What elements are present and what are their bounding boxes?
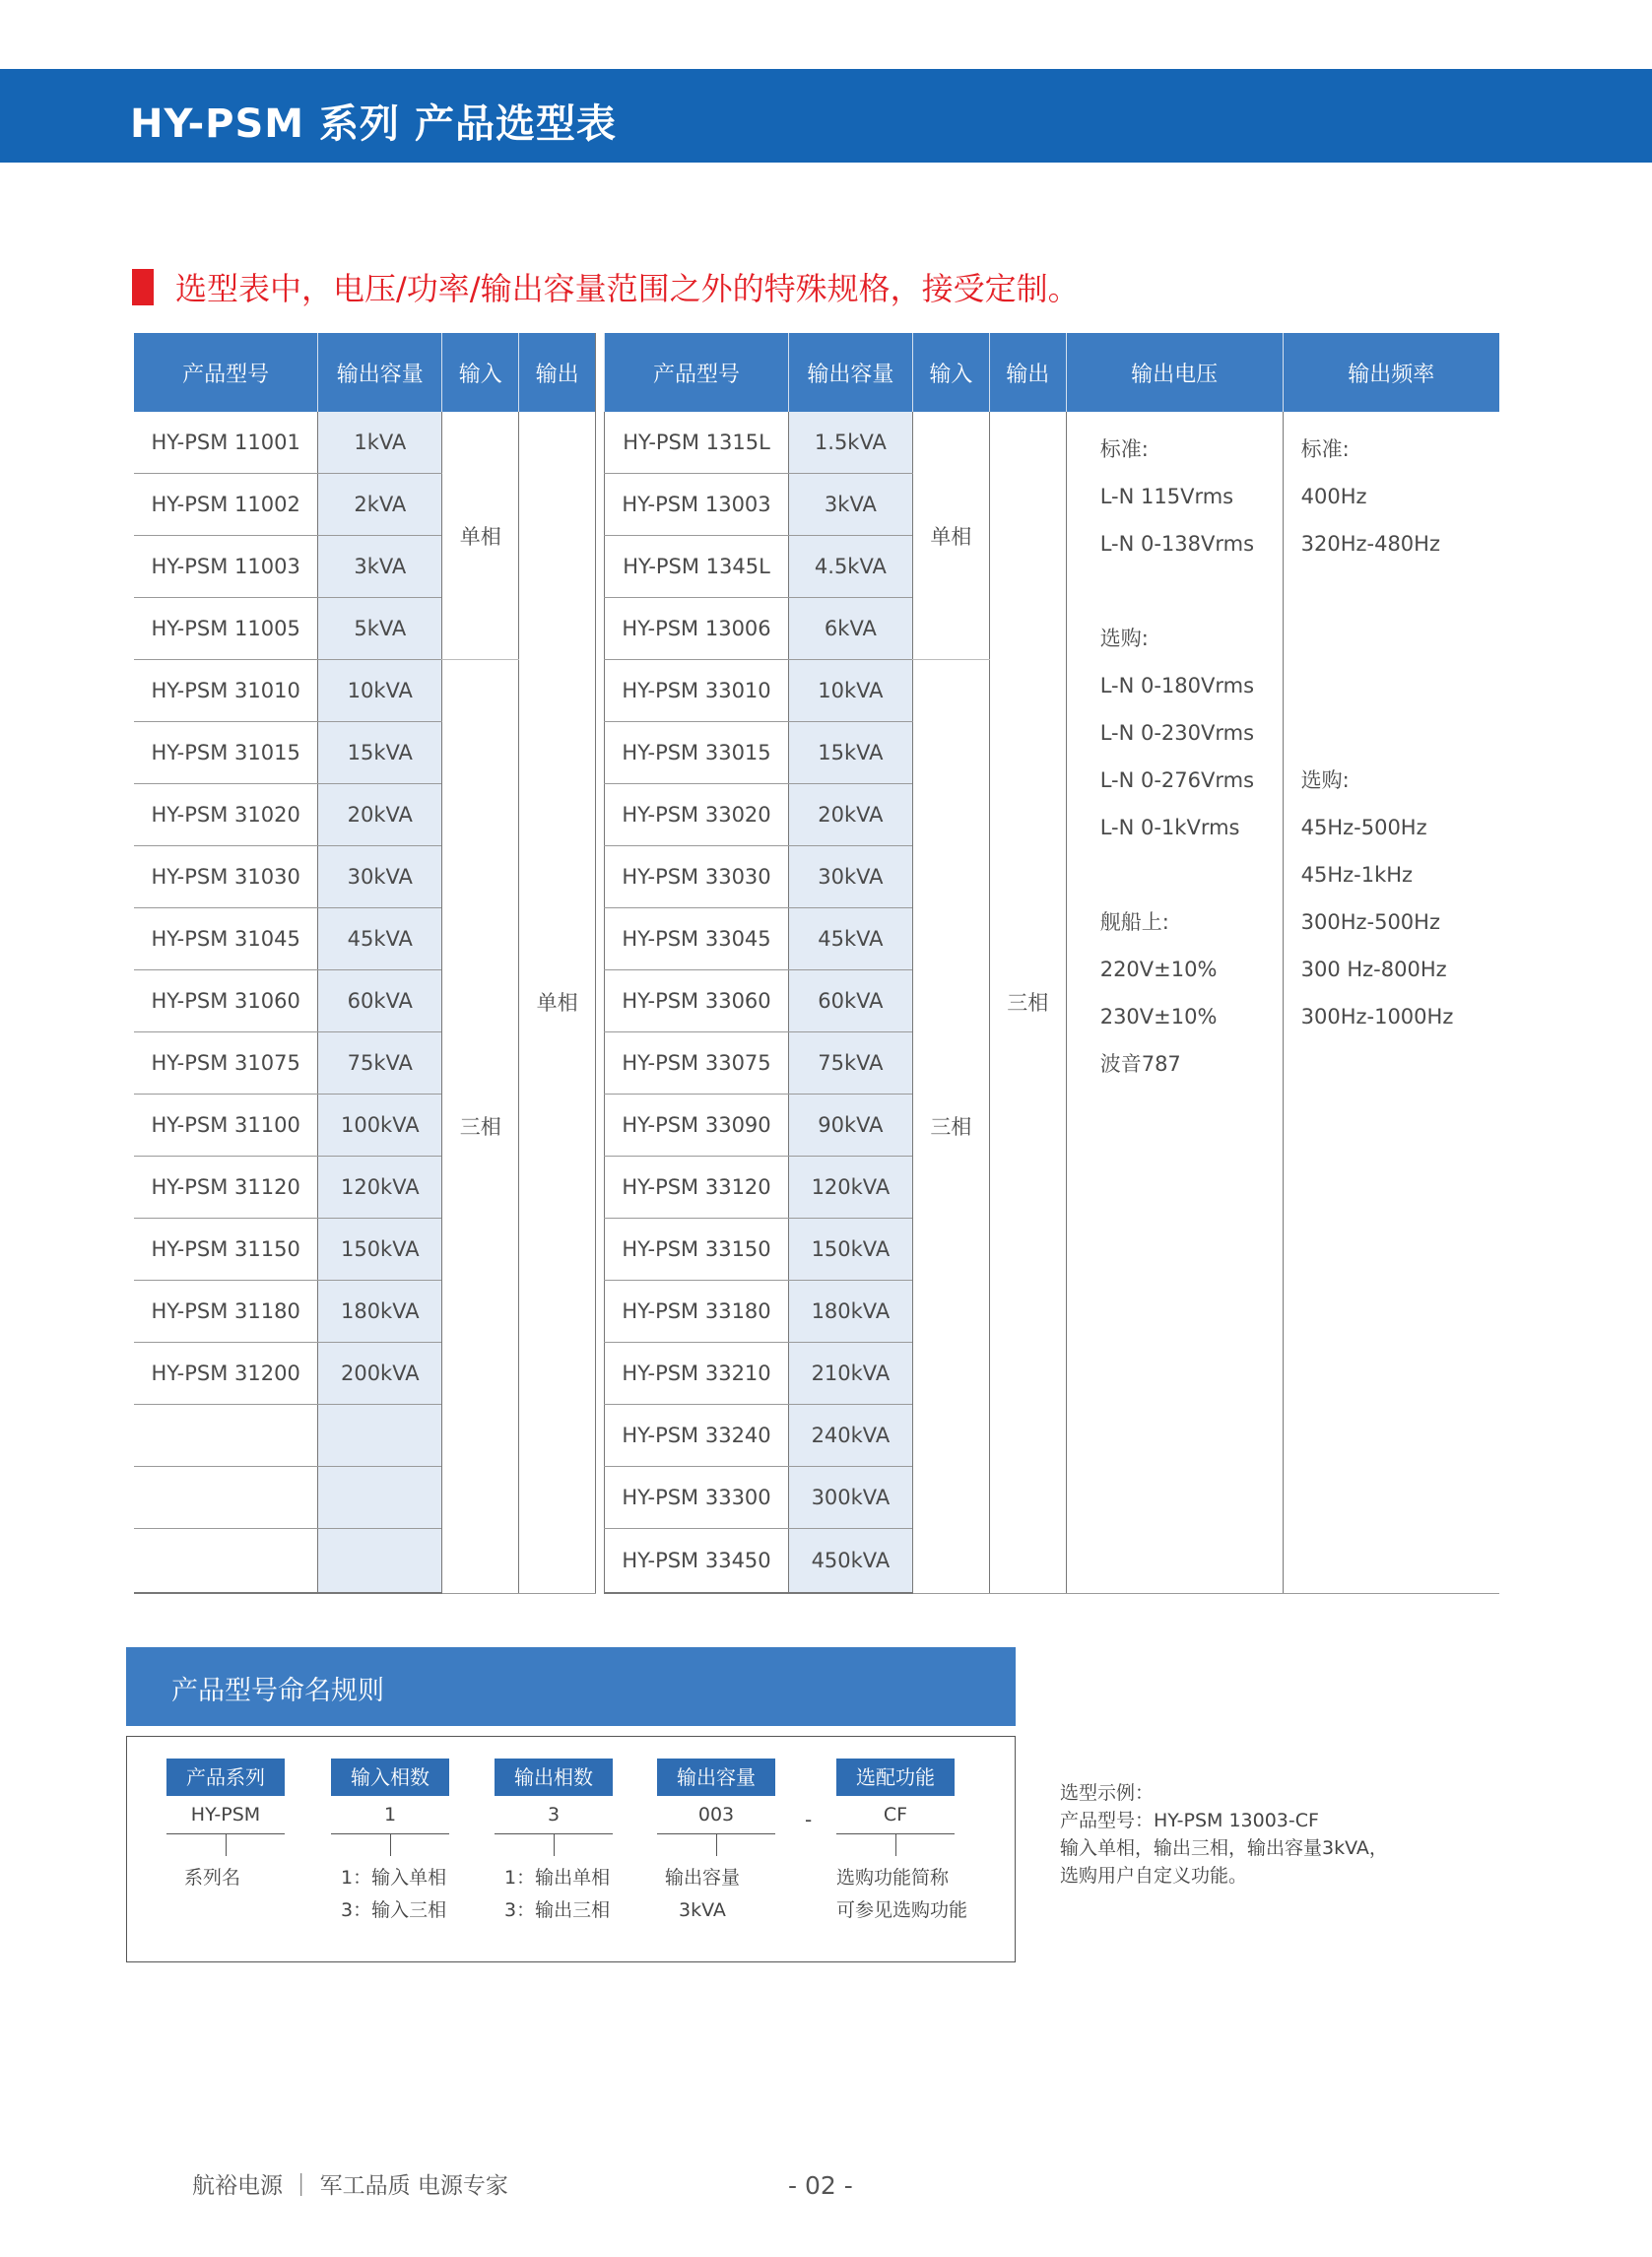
- title-banner: [0, 69, 1652, 163]
- model-cell: HY-PSM 33150: [605, 1219, 789, 1281]
- example-line: 产品型号：HY-PSM 13003-CF: [1060, 1810, 1319, 1831]
- model-cell: HY-PSM 33010: [605, 660, 789, 722]
- model-cell: HY-PSM 31030: [134, 846, 318, 908]
- capacity-cell: 240kVA: [788, 1405, 912, 1467]
- frequency-spec-line: 300Hz-1000Hz: [1300, 1005, 1454, 1029]
- model-cell: HY-PSM 1345L: [605, 536, 789, 598]
- header-model-right: 产品型号: [605, 333, 789, 412]
- connector-line: [390, 1834, 391, 1856]
- capacity-cell: 10kVA: [318, 660, 442, 722]
- connector-line: [895, 1834, 896, 1856]
- naming-col-capacity: [657, 1759, 775, 1927]
- capacity-cell: 3kVA: [788, 474, 912, 536]
- model-cell: HY-PSM 11002: [134, 474, 318, 536]
- naming-tag: 产品系列: [166, 1759, 285, 1796]
- naming-tag: 输出相数: [495, 1759, 613, 1796]
- naming-desc-line: 3kVA: [679, 1899, 726, 1921]
- model-cell: HY-PSM 13006: [605, 598, 789, 660]
- header-frequency: 输出频率: [1283, 333, 1499, 412]
- capacity-cell: 3kVA: [318, 536, 442, 598]
- header-capacity-right: 输出容量: [788, 333, 912, 412]
- capacity-cell: 210kVA: [788, 1343, 912, 1405]
- model-cell: HY-PSM 33090: [605, 1095, 789, 1157]
- capacity-cell: 30kVA: [318, 846, 442, 908]
- model-cell: HY-PSM 33060: [605, 970, 789, 1032]
- model-cell: HY-PSM 33450: [605, 1529, 789, 1594]
- model-cell: HY-PSM 11005: [134, 598, 318, 660]
- naming-desc: [495, 1862, 613, 1927]
- naming-desc: [331, 1862, 449, 1927]
- capacity-cell: 15kVA: [788, 722, 912, 784]
- header-gap: [596, 333, 605, 412]
- input-phase-cell: 三相: [442, 660, 519, 1594]
- model-cell: HY-PSM 31075: [134, 1032, 318, 1095]
- model-cell: HY-PSM 31120: [134, 1157, 318, 1219]
- naming-tag: 选配功能: [836, 1759, 955, 1796]
- naming-tag: 输出容量: [657, 1759, 775, 1796]
- voltage-spec-line: [1100, 851, 1283, 898]
- naming-desc-line: 1：输入单相: [341, 1867, 447, 1889]
- model-cell: HY-PSM 31045: [134, 908, 318, 970]
- example-line: 选型示例：: [1060, 1782, 1155, 1804]
- model-cell: HY-PSM 33300: [605, 1467, 789, 1529]
- naming-rule-title: 产品型号命名规则: [171, 1676, 384, 1706]
- voltage-spec-cell: [1066, 412, 1283, 1593]
- capacity-cell: 15kVA: [318, 722, 442, 784]
- example-line: 选购用户自定义功能。: [1060, 1865, 1248, 1887]
- capacity-cell: 20kVA: [788, 784, 912, 846]
- voltage-spec-line: 230V±10%: [1099, 1005, 1218, 1029]
- naming-dash: -: [805, 1808, 813, 1831]
- model-cell: HY-PSM 33240: [605, 1405, 789, 1467]
- naming-col-input: [331, 1759, 449, 1927]
- capacity-cell: 6kVA: [788, 598, 912, 660]
- header-capacity-left: 输出容量: [318, 333, 442, 412]
- capacity-cell: 300kVA: [788, 1467, 912, 1529]
- model-cell: HY-PSM 31060: [134, 970, 318, 1032]
- model-cell: HY-PSM 33020: [605, 784, 789, 846]
- header-output-right: 输出: [989, 333, 1066, 412]
- capacity-cell: 75kVA: [788, 1032, 912, 1095]
- model-cell: HY-PSM 11003: [134, 536, 318, 598]
- table-header-row: [134, 333, 1499, 412]
- naming-value: HY-PSM: [166, 1796, 285, 1834]
- capacity-cell: 1.5kVA: [788, 412, 912, 474]
- model-cell: HY-PSM 1315L: [605, 412, 789, 474]
- model-cell: HY-PSM 31010: [134, 660, 318, 722]
- naming-desc: [836, 1862, 968, 1927]
- model-cell: HY-PSM 31015: [134, 722, 318, 784]
- naming-tag: 输入相数: [331, 1759, 449, 1796]
- selection-table: [134, 333, 1499, 1594]
- capacity-cell: 20kVA: [318, 784, 442, 846]
- table-row: [134, 412, 1499, 474]
- capacity-cell: 120kVA: [788, 1157, 912, 1219]
- voltage-spec-line: L-N 0-138Vrms: [1099, 532, 1255, 556]
- naming-desc-line: 3：输出三相: [504, 1899, 611, 1921]
- input-phase-cell: 单相: [442, 412, 519, 660]
- naming-desc-line: 1：输出单相: [504, 1867, 611, 1889]
- model-cell: HY-PSM 33075: [605, 1032, 789, 1095]
- naming-desc-line: 可参见选购功能: [836, 1899, 968, 1921]
- voltage-spec-line: 标准:: [1099, 437, 1149, 461]
- page-number: - 02 -: [788, 2171, 853, 2200]
- connector-line: [554, 1834, 555, 1856]
- note-text: 选型表中，电压/功率/输出容量范围之外的特殊规格，接受定制。: [175, 270, 1080, 307]
- capacity-cell: 10kVA: [788, 660, 912, 722]
- capacity-cell: [318, 1405, 442, 1467]
- column-gap: [596, 412, 605, 1593]
- frequency-spec-line: 45Hz-1kHz: [1300, 863, 1414, 887]
- naming-col-output: [495, 1759, 613, 1927]
- input-phase-cell: 单相: [912, 412, 989, 660]
- frequency-spec-cell: [1283, 412, 1499, 1593]
- voltage-spec-line: L-N 0-230Vrms: [1099, 721, 1255, 745]
- footer-slogan: 航裕电源 ｜ 军工品质 电源专家: [192, 2173, 508, 2199]
- model-cell: HY-PSM 13003: [605, 474, 789, 536]
- capacity-cell: 60kVA: [318, 970, 442, 1032]
- frequency-spec-line: [1301, 567, 1499, 615]
- voltage-spec-line: L-N 0-1kVrms: [1099, 816, 1240, 839]
- capacity-cell: 200kVA: [318, 1343, 442, 1405]
- model-cell: HY-PSM 31180: [134, 1281, 318, 1343]
- capacity-cell: 45kVA: [788, 908, 912, 970]
- connector-line: [226, 1834, 227, 1856]
- voltage-spec-line: 波音787: [1099, 1052, 1181, 1076]
- frequency-spec-line: 45Hz-500Hz: [1300, 816, 1427, 839]
- model-cell: HY-PSM 33210: [605, 1343, 789, 1405]
- naming-desc-line: 输出容量: [665, 1867, 741, 1889]
- model-cell: HY-PSM 33045: [605, 908, 789, 970]
- voltage-spec-line: [1100, 567, 1283, 615]
- frequency-spec-line: [1301, 662, 1499, 709]
- header-input-left: 输入: [442, 333, 519, 412]
- capacity-cell: 4.5kVA: [788, 536, 912, 598]
- naming-col-option: [836, 1759, 968, 1927]
- page-title: HY-PSM 系列 产品选型表: [130, 101, 617, 147]
- capacity-cell: 150kVA: [788, 1219, 912, 1281]
- capacity-cell: 75kVA: [318, 1032, 442, 1095]
- header-voltage: 输出电压: [1066, 333, 1283, 412]
- model-cell: HY-PSM 31200: [134, 1343, 318, 1405]
- model-cell: [134, 1467, 318, 1529]
- selection-example: [1060, 1779, 1388, 1890]
- capacity-cell: 180kVA: [318, 1281, 442, 1343]
- header-output-left: 输出: [519, 333, 596, 412]
- naming-col-series: [166, 1759, 285, 1894]
- naming-desc-line: 系列名: [184, 1867, 241, 1889]
- capacity-cell: 1kVA: [318, 412, 442, 474]
- voltage-spec-line: 220V±10%: [1099, 958, 1218, 981]
- note-marker: [132, 269, 154, 305]
- connector-line: [716, 1834, 717, 1856]
- capacity-cell: 30kVA: [788, 846, 912, 908]
- model-cell: HY-PSM 31100: [134, 1095, 318, 1157]
- example-line: 输入单相，输出三相，输出容量3kVA，: [1060, 1837, 1388, 1859]
- model-cell: HY-PSM 33030: [605, 846, 789, 908]
- capacity-cell: 60kVA: [788, 970, 912, 1032]
- frequency-spec-line: 选购:: [1300, 768, 1350, 792]
- model-cell: HY-PSM 33120: [605, 1157, 789, 1219]
- voltage-spec-line: 选购:: [1099, 627, 1149, 650]
- frequency-spec-line: 320Hz-480Hz: [1300, 532, 1440, 556]
- frequency-spec-line: [1301, 709, 1499, 757]
- capacity-cell: [318, 1467, 442, 1529]
- header-input-right: 输入: [912, 333, 989, 412]
- capacity-cell: 120kVA: [318, 1157, 442, 1219]
- naming-rule-box: [126, 1736, 1016, 1962]
- naming-value: 3: [495, 1796, 613, 1834]
- naming-rule-header: [126, 1647, 1016, 1726]
- frequency-spec-line: 400Hz: [1300, 485, 1367, 508]
- capacity-cell: 180kVA: [788, 1281, 912, 1343]
- custom-note: [132, 264, 1080, 309]
- capacity-cell: 45kVA: [318, 908, 442, 970]
- model-cell: HY-PSM 33015: [605, 722, 789, 784]
- capacity-cell: 450kVA: [788, 1529, 912, 1594]
- naming-value: 003: [657, 1796, 775, 1834]
- voltage-spec-line: 舰船上:: [1099, 910, 1169, 934]
- header-model-left: 产品型号: [134, 333, 318, 412]
- naming-desc-line: 3：输入三相: [341, 1899, 447, 1921]
- naming-desc: [166, 1862, 285, 1894]
- input-phase-cell: 三相: [912, 660, 989, 1594]
- output-phase-cell: 单相: [519, 412, 596, 1593]
- model-cell: HY-PSM 11001: [134, 412, 318, 474]
- naming-desc-line: 选购功能简称: [836, 1867, 950, 1889]
- capacity-cell: 5kVA: [318, 598, 442, 660]
- output-phase-cell: 三相: [989, 412, 1066, 1593]
- model-cell: [134, 1405, 318, 1467]
- frequency-spec-line: 300 Hz-800Hz: [1300, 958, 1447, 981]
- naming-value: CF: [836, 1796, 955, 1834]
- frequency-spec-line: 300Hz-500Hz: [1300, 910, 1440, 934]
- voltage-spec-line: L-N 115Vrms: [1099, 485, 1234, 508]
- naming-desc: [657, 1862, 775, 1927]
- model-cell: [134, 1529, 318, 1594]
- capacity-cell: 150kVA: [318, 1219, 442, 1281]
- capacity-cell: [318, 1529, 442, 1594]
- voltage-spec-line: L-N 0-276Vrms: [1099, 768, 1255, 792]
- model-cell: HY-PSM 31020: [134, 784, 318, 846]
- frequency-spec-line: 标准:: [1300, 437, 1350, 461]
- capacity-cell: 2kVA: [318, 474, 442, 536]
- capacity-cell: 100kVA: [318, 1095, 442, 1157]
- model-cell: HY-PSM 33180: [605, 1281, 789, 1343]
- capacity-cell: 90kVA: [788, 1095, 912, 1157]
- model-cell: HY-PSM 31150: [134, 1219, 318, 1281]
- voltage-spec-line: L-N 0-180Vrms: [1099, 674, 1255, 697]
- frequency-spec-line: [1301, 615, 1499, 662]
- naming-value: 1: [331, 1796, 449, 1834]
